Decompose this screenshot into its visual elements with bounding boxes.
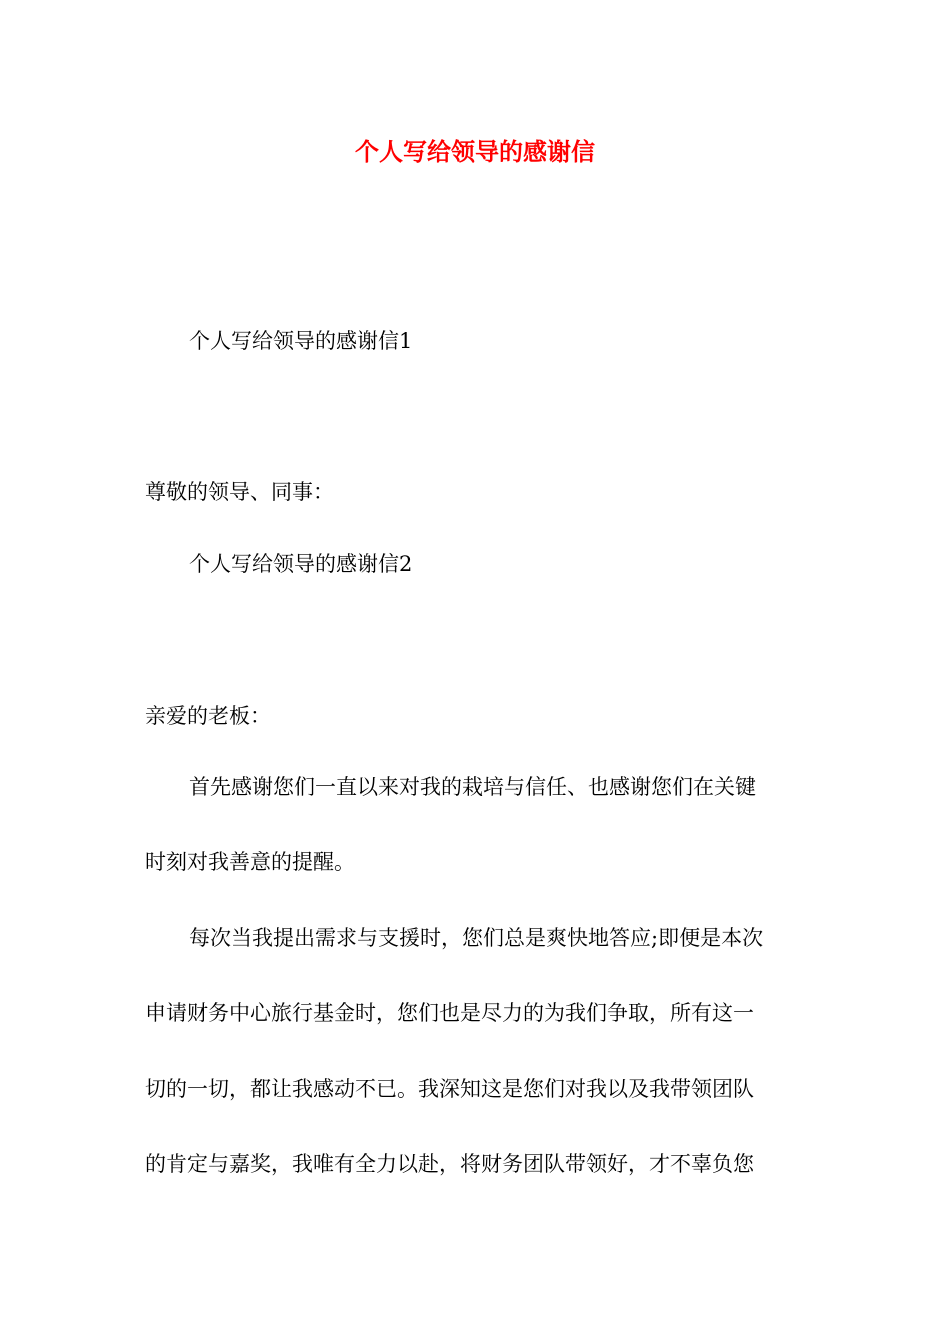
- letter-heading-2: 个人写给领导的感谢信2: [189, 552, 413, 576]
- body-line: 每次当我提出需求与支援时，您们总是爽快地答应;即便是本次: [189, 926, 764, 950]
- body-line: 申请财务中心旅行基金时，您们也是尽力的为我们争取，所有这一: [145, 1001, 754, 1025]
- body-line: 切的一切，都让我感动不已。我深知这是您们对我以及我带领团队: [145, 1077, 754, 1101]
- salutation-1: 尊敬的领导、同事：: [145, 480, 334, 504]
- body-line: 首先感谢您们一直以来对我的栽培与信任、也感谢您们在关键: [189, 775, 756, 799]
- body-line: 的肯定与嘉奖，我唯有全力以赴，将财务团队带领好，才不辜负您: [145, 1152, 754, 1176]
- body-line: 时刻对我善意的提醒。: [145, 850, 355, 874]
- document-title: 个人写给领导的感谢信: [355, 137, 595, 166]
- letter-heading-1: 个人写给领导的感谢信1: [189, 329, 413, 353]
- salutation-2: 亲爱的老板：: [145, 704, 271, 728]
